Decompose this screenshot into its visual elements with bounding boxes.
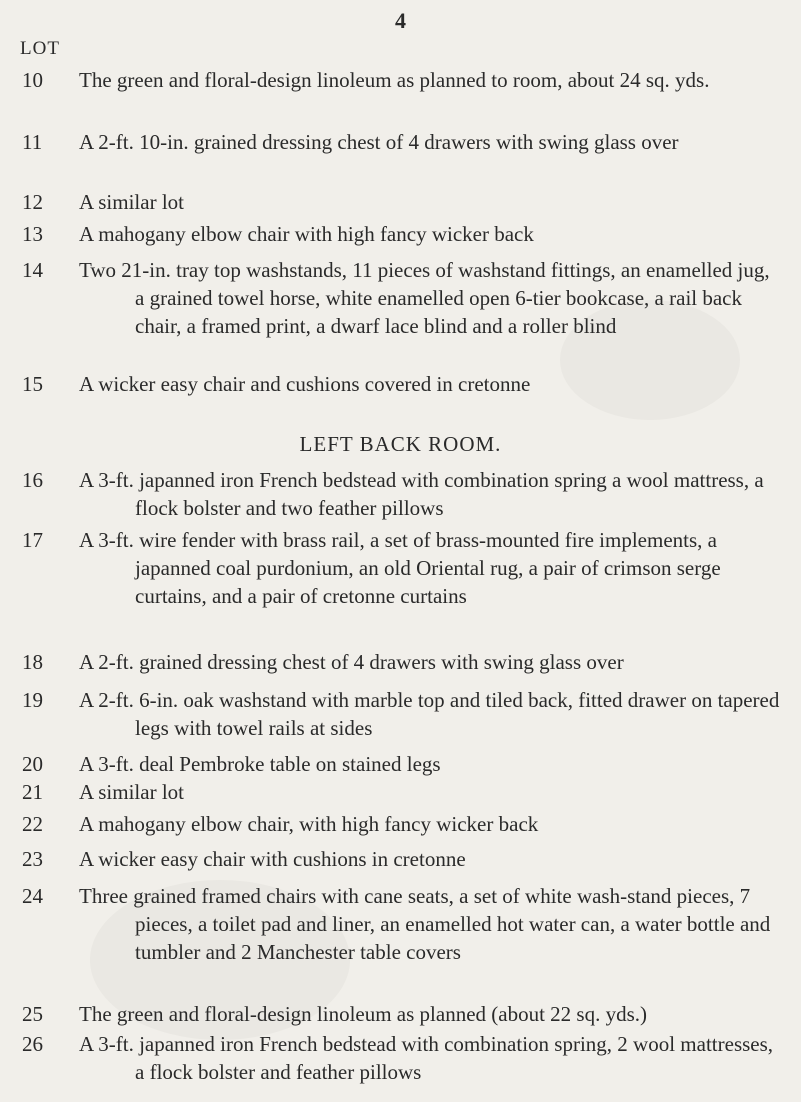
lot-entry <box>22 128 782 156</box>
lot-entry <box>22 66 782 94</box>
lot-number: 18 <box>22 650 43 674</box>
lot-description: Two 21-in. tray top washstands, 11 pieces of washstand fittings, an enamelled jug, a grained towel horse, white enamelled open 6-tier bookcase, a rail back chair, a framed print, a dwarf lace blind and a roller blind <box>79 258 770 338</box>
lot-column-header: LOT <box>20 38 60 59</box>
lot-entry <box>22 750 782 778</box>
lot-description: A similar lot <box>79 780 184 804</box>
lot-entry <box>22 188 782 216</box>
lot-entry <box>22 370 782 398</box>
lot-number: 20 <box>22 752 43 776</box>
lot-number: 22 <box>22 812 43 836</box>
lot-entry <box>22 256 782 340</box>
lot-description: A wicker easy chair with cushions in cretonne <box>79 847 466 871</box>
lot-entry <box>22 466 782 522</box>
lot-description: A 3-ft. deal Pembroke table on stained legs <box>79 752 441 776</box>
lot-number: 13 <box>22 222 43 246</box>
lot-entry <box>22 1030 782 1086</box>
lot-number: 24 <box>22 884 43 908</box>
lot-entry <box>22 526 782 610</box>
lot-number: 17 <box>22 528 43 552</box>
lot-number: 26 <box>22 1032 43 1056</box>
lot-number: 10 <box>22 68 43 92</box>
lot-number: 14 <box>22 258 43 282</box>
lot-entry <box>22 648 782 676</box>
lot-description: A similar lot <box>79 190 184 214</box>
lot-description: A 3-ft. japanned iron French bedstead with combination spring a wool mattress, a flock bolster and two feather pillows <box>79 468 764 520</box>
lot-description: A 2-ft. 6-in. oak washstand with marble top and tiled back, fitted drawer on tapered legs with towel rails at sides <box>79 688 780 740</box>
lot-description: A wicker easy chair and cushions covered in cretonne <box>79 372 531 396</box>
lot-entry <box>22 1000 782 1028</box>
lot-description: A 3-ft. japanned iron French bedstead with combination spring, 2 wool mattresses, a flock bolster and feather pillows <box>79 1032 774 1084</box>
lot-entry <box>22 845 782 873</box>
lot-entry <box>22 686 782 742</box>
lot-number: 25 <box>22 1002 43 1026</box>
lot-description: A mahogany elbow chair with high fancy wicker back <box>79 222 534 246</box>
lot-number: 11 <box>22 130 43 154</box>
lot-number: 16 <box>22 468 43 492</box>
lot-description: A 3-ft. wire fender with brass rail, a set of brass-mounted fire implements, a japanned coal purdonium, an old Oriental rug, a pair of crimson serge curtains, and a pair of cretonne curtains <box>79 528 721 608</box>
lot-entry <box>22 882 782 966</box>
lot-entry <box>22 778 782 806</box>
lot-description: The green and floral-design linoleum as planned to room, about 24 sq. yds. <box>79 68 710 92</box>
lot-description: Three grained framed chairs with cane seats, a set of white wash-stand pieces, 7 pieces, a toilet pad and liner, an enamelled hot water can, a water bottle and tumbler and 2 Manchester table covers <box>79 884 771 964</box>
lot-number: 15 <box>22 372 43 396</box>
lot-description: A 2-ft. 10-in. grained dressing chest of 4 drawers with swing glass over <box>79 130 679 154</box>
lot-number: 21 <box>22 780 43 804</box>
lot-number: 19 <box>22 688 43 712</box>
lot-number: 23 <box>22 847 43 871</box>
lot-entry <box>22 220 782 248</box>
lot-number: 12 <box>22 190 43 214</box>
page-number: 4 <box>395 8 406 33</box>
lot-description: A 2-ft. grained dressing chest of 4 drawers with swing glass over <box>79 650 624 674</box>
lot-entry <box>22 810 782 838</box>
section-heading: LEFT BACK ROOM. <box>299 432 502 456</box>
lot-description: The green and floral-design linoleum as planned (about 22 sq. yds.) <box>79 1002 648 1026</box>
lot-description: A mahogany elbow chair, with high fancy wicker back <box>79 812 539 836</box>
